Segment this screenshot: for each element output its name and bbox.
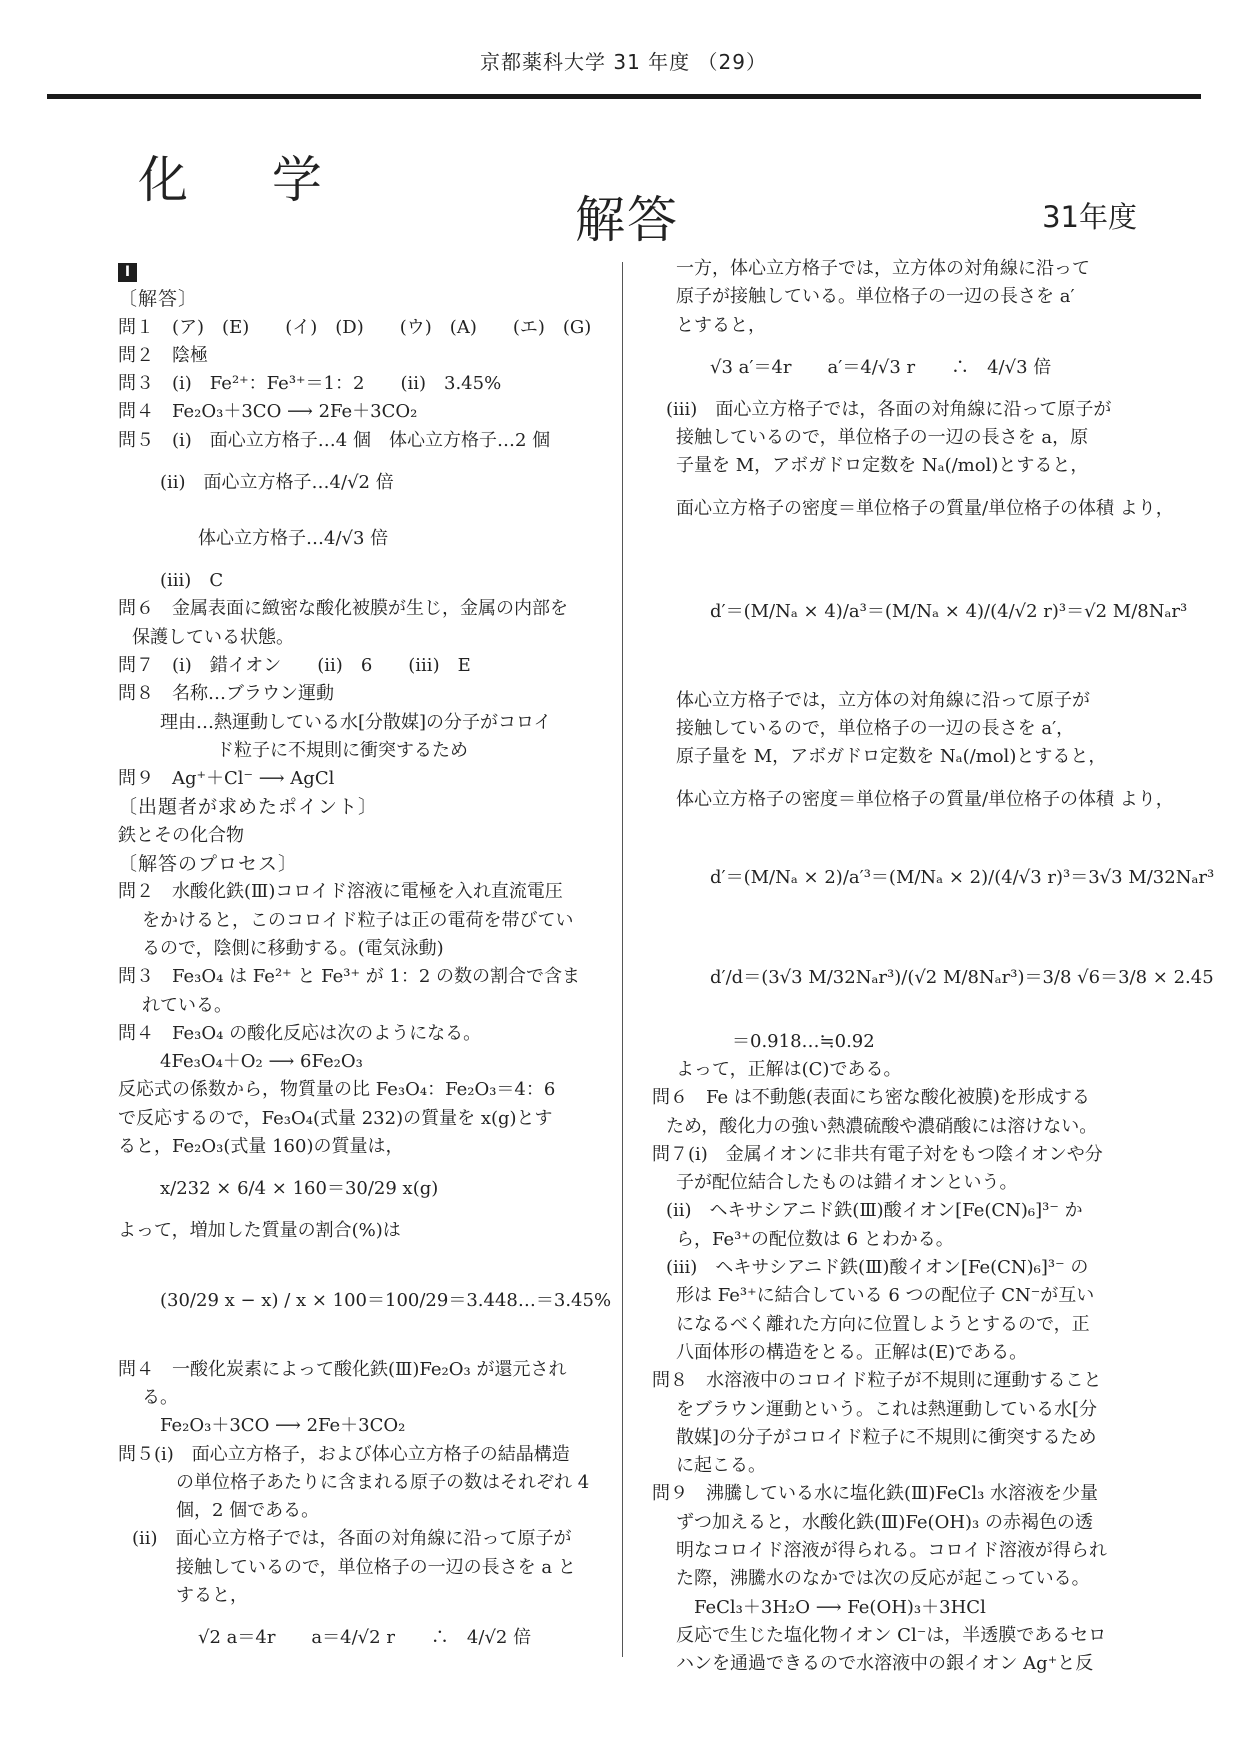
- section-heading: 〔出題者が求めたポイント〕: [118, 796, 379, 819]
- text-line: の単位格子あたりに含まれる原子の数はそれぞれ 4: [176, 1471, 590, 1493]
- text-line: 明なコロイド溶液が得られる。コロイド溶液が得られ: [676, 1540, 1107, 1562]
- text-line: 子量を M，アボガドロ定数を Nₐ(/mol)とすると，: [676, 455, 1089, 477]
- text-line: 原子が接触している。単位格子の一辺の長さを a′: [676, 286, 1075, 308]
- text-line: 形は Fe³⁺に結合している 6 つの配位子 CN⁻が互い: [676, 1285, 1095, 1307]
- text-line: 問５ (i) 面心立方格子…4 個 体心立方格子…2 個: [118, 429, 551, 451]
- text-line: Fe₂O₃＋3CO ⟶ 2Fe＋3CO₂: [160, 1415, 406, 1437]
- text-line: (ii) ヘキサシアニド鉄(Ⅲ)酸イオン[Fe(CN)₆]³⁻ か: [666, 1200, 1083, 1222]
- text-line: 問４ Fe₃O₄ の酸化反応は次のようになる。: [118, 1022, 482, 1044]
- text-line: 八面体形の構造をとる。正解は(E)である。: [676, 1341, 1028, 1363]
- text-line: 散媒]の分子がコロイド粒子に不規則に衝突するため: [676, 1426, 1097, 1448]
- text-line: 問６ 金属表面に緻密な酸化被膜が生じ，金属の内部を: [118, 598, 568, 620]
- text-line: 接触しているので，単位格子の一辺の長さを a と: [176, 1556, 576, 1578]
- text-line: 接触しているので，単位格子の一辺の長さを a，原: [676, 427, 1089, 449]
- text-line: 問４ Fe₂O₃＋3CO ⟶ 2Fe＋3CO₂: [118, 401, 418, 423]
- text-line: た際，沸騰水のなかでは次の反応が起こっている。: [676, 1568, 1090, 1590]
- text-line: 接触しているので，単位格子の一辺の長さを a′，: [676, 718, 1075, 740]
- text-line: √2 a＝4r a＝4/√2 r ∴ 4/√2 倍: [198, 1627, 532, 1649]
- text-line: 反応式の係数から，物質量の比 Fe₃O₄：Fe₂O₃＝4：6: [118, 1079, 556, 1101]
- text-line: (30/29 x − x) / x × 100＝100/29＝3.448…＝3.45%: [160, 1289, 612, 1311]
- text-line: で反応するので，Fe₃O₄(式量 232)の質量を x(g)とす: [118, 1107, 553, 1129]
- text-line: ため，酸化力の強い熱濃硫酸や濃硝酸には溶けない。: [666, 1115, 1098, 1137]
- text-line: 問４ 一酸化炭素によって酸化鉄(Ⅲ)Fe₂O₃ が還元され: [118, 1358, 567, 1380]
- text-line: 問２ 水酸化鉄(Ⅲ)コロイド溶液に電極を入れ直流電圧: [118, 881, 563, 903]
- text-line: 個，2 個である。: [176, 1500, 320, 1522]
- column-divider: [622, 262, 623, 1657]
- text-line: FeCl₃＋3H₂O ⟶ Fe(OH)₃＋3HCl: [694, 1596, 986, 1618]
- text-line: すると，: [176, 1584, 248, 1606]
- subject-title: 化 学: [138, 151, 356, 209]
- text-line: ると，Fe₂O₃(式量 160)の質量は，: [118, 1136, 404, 1158]
- section-marker-row: [118, 257, 600, 285]
- text-line: に起こる。: [676, 1455, 766, 1477]
- text-line: 問１ (ア) (E) (イ) (D) (ウ) (A) (エ) (G): [118, 316, 592, 338]
- text-line: (iii) ヘキサシアニド鉄(Ⅲ)酸イオン[Fe(CN)₆]³⁻ の: [666, 1257, 1089, 1279]
- text-line: 4Fe₃O₄＋O₂ ⟶ 6Fe₂O₃: [160, 1051, 363, 1073]
- text-line: x/232 × 6/4 × 160＝30/29 x(g): [160, 1178, 439, 1200]
- text-line: 保護している状態。: [132, 626, 294, 648]
- page-header: 京都薬科大学 31 年度 （29）: [480, 50, 767, 74]
- text-line: をかけると，このコロイド粒子は正の電荷を帯びてい: [142, 909, 574, 931]
- text-line: ずつ加えると，水酸化鉄(Ⅲ)Fe(OH)₃ の赤褐色の透: [676, 1511, 1093, 1533]
- text-line: 問５(i) 面心立方格子，および体心立方格子の結晶構造: [118, 1443, 570, 1465]
- section-heading: 〔解答〕: [118, 288, 199, 311]
- text-line: 問８ 名称…ブラウン運動: [118, 683, 334, 705]
- text-line: √3 a′＝4r a′＝4/√3 r ∴ 4/√3 倍: [710, 356, 1052, 378]
- text-line: d′＝(M/Nₐ × 2)/a′³＝(M/Nₐ × 2)/(4/√3 r)³＝3√3 M/32Nₐr³: [710, 866, 1215, 888]
- text-line: ハンを通過できるので水溶液中の銀イオン Ag⁺と反: [676, 1653, 1094, 1675]
- text-line: 問７ (i) 錯イオン (ii) 6 (iii) E: [118, 654, 471, 676]
- text-line: 体心立方格子…4/√3 倍: [198, 528, 389, 550]
- text-line: 体心立方格子の密度＝単位格子の質量/単位格子の体積 より，: [676, 788, 1174, 810]
- text-line: れている。: [142, 994, 232, 1016]
- text-line: 問７(i) 金属イオンに非共有電子対をもつ陰イオンや分: [652, 1143, 1103, 1165]
- text-line: (ii) 面心立方格子では，各面の対角線に沿って原子が: [132, 1528, 572, 1550]
- text-line: 体心立方格子では，立方体の対角線に沿って原子が: [676, 689, 1090, 711]
- text-line: ら，Fe³⁺の配位数は 6 とわかる。: [676, 1228, 954, 1250]
- text-line: 問３ (i) Fe²⁺：Fe³⁺＝1：2 (ii) 3.45%: [118, 373, 502, 395]
- section-heading: 〔解答のプロセス〕: [118, 853, 299, 876]
- text-line: 反応で生じた塩化物イオン Cl⁻は，半透膜であるセロ: [676, 1624, 1107, 1646]
- text-line: d′＝(M/Nₐ × 4)/a³＝(M/Nₐ × 4)/(4/√2 r)³＝√2 M/8Nₐr³: [710, 600, 1188, 622]
- text-line: 子が配位結合したものは錯イオンという。: [676, 1172, 1018, 1194]
- text-line: 鉄とその化合物: [118, 824, 244, 846]
- text-line: d′/d＝(3√3 M/32Nₐr³)/(√2 M/8Nₐr³)＝3/8 √6＝3/8 × 2.45: [710, 966, 1214, 988]
- text-line: 原子量を M，アボガドロ定数を Nₐ(/mol)とすると，: [676, 746, 1107, 768]
- text-line: になるべく離れた方向に位置しようとするので，正: [676, 1313, 1090, 1335]
- text-line: (iii) 面心立方格子では，各面の対角線に沿って原子が: [666, 398, 1112, 420]
- text-line: 理由…熱運動している水[分散媒]の分子がコロイ: [160, 711, 552, 733]
- text-line: とすると，: [676, 314, 766, 336]
- text-line: 問８ 水溶液中のコロイド粒子が不規則に運動すること: [652, 1370, 1102, 1392]
- text-line: ＝0.918…≒0.92: [732, 1030, 875, 1052]
- text-line: ド粒子に不規則に衝突するため: [216, 739, 468, 761]
- text-line: 問３ Fe₃O₄ は Fe²⁺ と Fe³⁺ が 1：2 の数の割合で含ま: [118, 966, 581, 988]
- text-line: 一方，体心立方格子では，立方体の対角線に沿って: [676, 258, 1090, 279]
- answer-title: 解答: [575, 191, 679, 249]
- text-line: (ii) 面心立方格子…4/√2 倍: [160, 472, 394, 494]
- left-column: [118, 257, 612, 1666]
- header-rule: [47, 94, 1201, 99]
- section-marker: I: [118, 263, 137, 282]
- text-line: るので，陰側に移動する。(電気泳動): [142, 937, 444, 959]
- text-line: よって，正解は(C)である。: [676, 1058, 902, 1080]
- text-line: 問６ Fe は不動態(表面にち密な酸化被膜)を形成する: [652, 1087, 1090, 1109]
- text-line: (iii) C: [160, 570, 224, 592]
- right-column: [652, 255, 1215, 1679]
- text-line: よって，増加した質量の割合(%)は: [118, 1220, 401, 1242]
- text-line: 問９ Ag⁺＋Cl⁻ ⟶ AgCl: [118, 768, 335, 790]
- text-line: をブラウン運動という。これは熱運動している水[分: [676, 1398, 1098, 1420]
- text-line: 問２ 陰極: [118, 344, 208, 366]
- text-line: る。: [142, 1386, 178, 1408]
- text-line: 問９ 沸騰している水に塩化鉄(Ⅲ)FeCl₃ 水溶液を少量: [652, 1483, 1099, 1505]
- text-line: 面心立方格子の密度＝単位格子の質量/単位格子の体積 より，: [676, 497, 1174, 519]
- year-label: 31年度: [1042, 200, 1137, 234]
